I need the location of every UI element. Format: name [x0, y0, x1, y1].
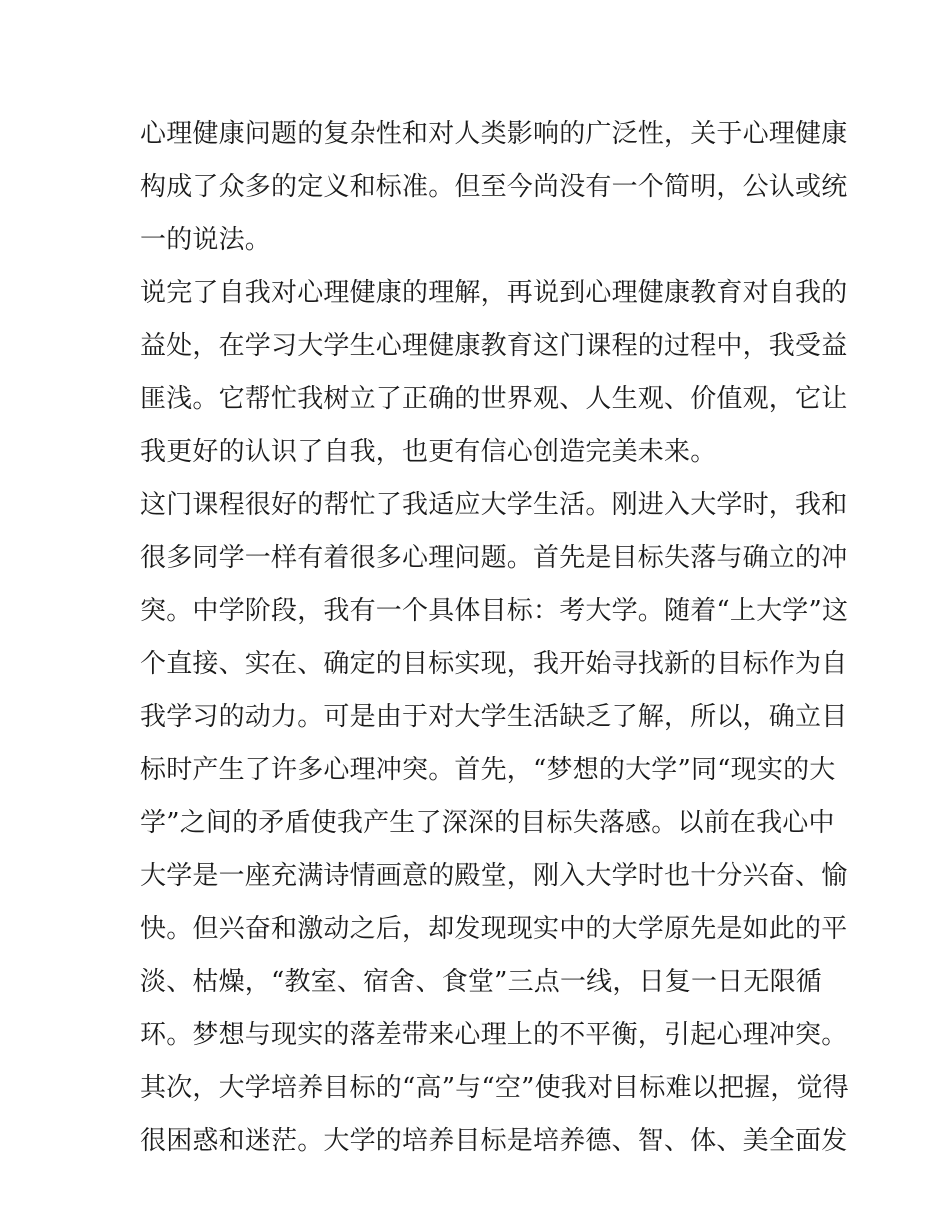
text-line: 淡、枯燥，“教室、宿舍、食堂”三点一线，日复一日无限循 [140, 967, 822, 997]
text-line: 很多同学一样有着很多心理问题。首先是目标失落与确立的冲 [140, 543, 848, 573]
text-line: 突。中学阶段，我有一个具体目标：考大学。随着“上大学”这 [140, 596, 849, 626]
text-line: 益处，在学习大学生心理健康教育这门课程的过程中，我受益 [140, 331, 848, 361]
text-line: 其次，大学培养目标的“高”与“空”使我对目标难以把握，觉得 [140, 1073, 849, 1103]
text-line: 构成了众多的定义和标准。但至今尚没有一个简明，公认或统 [140, 172, 848, 202]
text-line: 标时产生了许多心理冲突。首先，“梦想的大学”同“现实的大 [140, 755, 836, 785]
text-line: 说完了自我对心理健康的理解，再说到心理健康教育对自我的 [140, 278, 848, 308]
text-line: 环。梦想与现实的落差带来心理上的不平衡，引起心理冲突。 [140, 1020, 848, 1050]
text-line: 学”之间的矛盾使我产生了深深的目标失落感。以前在我心中 [140, 808, 835, 838]
text-line: 匪浅。它帮忙我树立了正确的世界观、人生观、价值观，它让 [140, 384, 848, 414]
text-line: 我更好的认识了自我，也更有信心创造完美未来。 [140, 437, 717, 467]
text-line: 快。但兴奋和激动之后，却发现现实中的大学原先是如此的平 [140, 914, 848, 944]
document-body [140, 108, 849, 1168]
text-line: 这门课程很好的帮忙了我适应大学生活。刚进入大学时，我和 [140, 490, 848, 520]
text-line: 大学是一座充满诗情画意的殿堂，刚入大学时也十分兴奋、愉 [140, 861, 848, 891]
text-line: 一的说法。 [140, 225, 272, 255]
text-line: 心理健康问题的复杂性和对人类影响的广泛性，关于心理健康 [140, 119, 848, 149]
text-line: 我学习的动力。可是由于对大学生活缺乏了解，所以，确立目 [140, 702, 848, 732]
text-line: 个直接、实在、确定的目标实现，我开始寻找新的目标作为自 [140, 649, 848, 679]
text-line: 很困惑和迷茫。大学的培养目标是培养德、智、体、美全面发 [140, 1126, 848, 1156]
